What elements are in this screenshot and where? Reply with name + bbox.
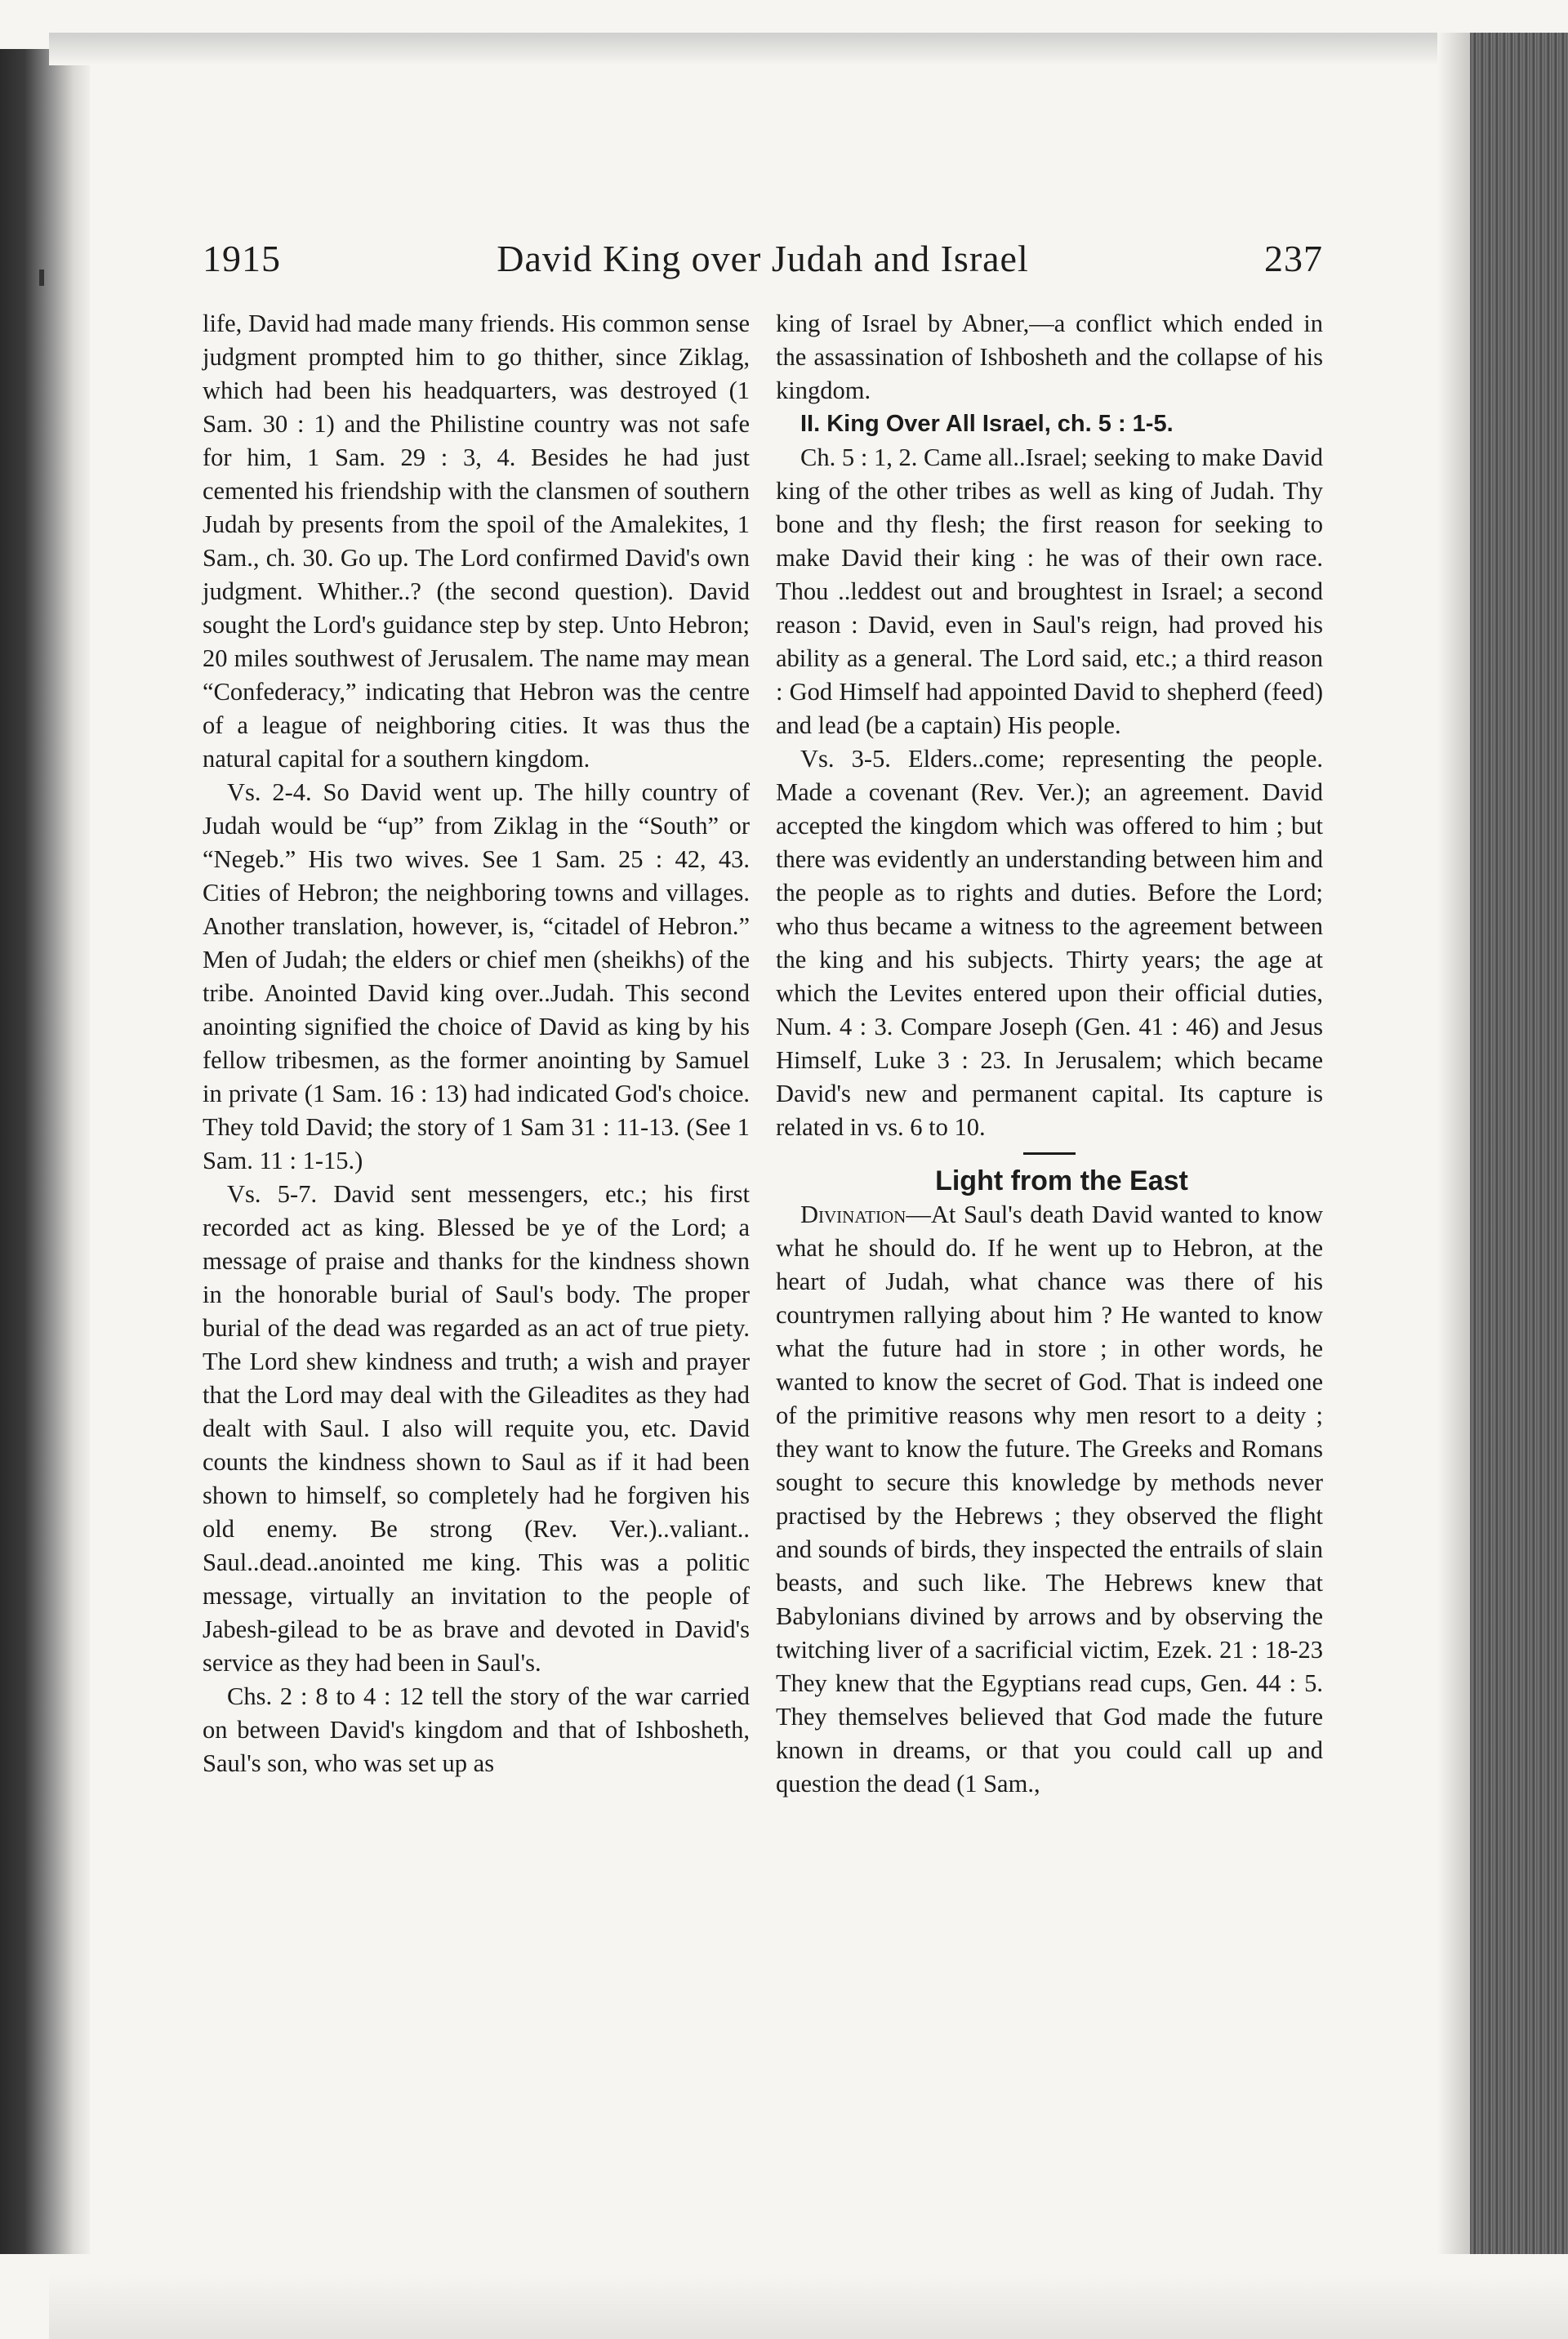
- book-page-edges: [1470, 33, 1568, 2254]
- divination-paragraph: [776, 1198, 1323, 1801]
- header-year: 1915: [203, 238, 281, 279]
- paragraph: Vs. 2-4. So David went up. The hilly country of Judah would be “up” from Ziklag in the “South” or “Negeb.” His two wives. See 1 Sam. 25 : 42, 43. Cities of Hebron; the neighboring towns and villages. Another translation, however, is, “citadel of Hebron.” Men of Judah; the elders or chief men (sheikhs) of the tribe. Anointed David king over..Judah. This second anointing signified the choice of David as king by his fellow tribesmen, as the former anointing by Samuel in private (1 Sam. 16 : 13) had indicated God's choice. They told David; the story of 1 Sam 31 : 11-13. (See 1 Sam. 11 : 1-15.): [203, 778, 750, 1174]
- page-bottom-shadow: [49, 2274, 1568, 2339]
- section-divider: [1023, 1152, 1076, 1155]
- running-head: [203, 237, 1323, 294]
- page-top-shadow: [49, 33, 1503, 65]
- divination-text: —At Saul's death David wanted to know what he should do. If he went up to Hebron, at the heart of Judah, what chance was there of his countrymen rallying about him ? He wanted to know what the future had in store ; in other words, he wanted to know the secret of God. That is indeed one of the primitive reasons why men resort to a deity ; they want to know the future. The Greeks and Romans sought to secure this knowledge by methods never practised by the Hebrews ; they observed the flight and sounds of birds, they inspected the entrails of slain beasts, and such like. The Hebrews knew that Babylonians divined by arrows and by observing the twitching liver of a sacrificial victim, Ezek. 21 : 18-23 They knew that the Egyptians read cups, Gen. 44 : 5. They themselves believed that God made the future known in dreams, or that you could call up and question the dead (1 Sam.,: [776, 1201, 1323, 1798]
- page-number: 237: [1264, 238, 1323, 279]
- paragraph: king of Israel by Abner,—a conflict which ended in the assassination of Ishbosheth and the collapse of his kingdom.: [776, 310, 1323, 404]
- header-title: David King over Judah and Israel: [497, 238, 1029, 279]
- paragraph: Chs. 2 : 8 to 4 : 12 tell the story of the war carried on between David's kingdom and that of Ishbosheth, Saul's son, who was set up as: [203, 1682, 750, 1777]
- book-page: [203, 237, 1323, 1798]
- left-column: [203, 307, 750, 1780]
- margin-mark: [39, 270, 44, 286]
- right-column: [776, 307, 1323, 1801]
- book-spine-shadow: [0, 49, 90, 2254]
- paragraph: Vs. 3-5. Elders..come; representing the people. Made a covenant (Rev. Ver.); an agreement. David accepted the kingdom which was offered to him ; but there was evidently an understanding between him and the people as to rights and duties. Before the Lord; who thus became a witness to the agreement between the king and his subjects. Thirty years; the age at which the Levites entered upon their official duties, Num. 4 : 3. Compare Joseph (Gen. 41 : 46) and Jesus Himself, Luke 3 : 23. In Jerusalem; which became David's new and permanent capital. Its capture is related in vs. 6 to 10.: [776, 745, 1323, 1141]
- paragraph: Vs. 5-7. David sent messengers, etc.; his first recorded act as king. Blessed be ye of the Lord; a message of praise and thanks for the kindness shown in the honorable burial of Saul's body. The proper burial of the dead was regarded as an act of true piety. The Lord shew kindness and truth; a wish and prayer that the Lord may deal with the Gileadites as they had dealt with Saul. I also will requite you, etc. David counts the kindness shown to Saul as if it had been shown to himself, so completely had he forgiven his old enemy. Be strong (Rev. Ver.)..valiant.. Saul..dead..anointed me king. This was a politic message, virtually an invitation to the people of Jabesh-gilead to be as brave and devoted in David's service as they had been in Saul's.: [203, 1180, 750, 1677]
- page-right-fade: [1437, 33, 1470, 2254]
- section-heading: II. King Over All Israel, ch. 5 : 1-5.: [800, 411, 1174, 437]
- divination-label: Divination: [800, 1201, 906, 1228]
- paragraph: Ch. 5 : 1, 2. Came all..Israel; seeking to make David king of the other tribes as well as king of Judah. Thy bone and thy flesh; the first reason for seeking to make David their king : he was of their own race. Thou ..leddest out and broughtest in Israel; a second reason : David, even in Saul's reign, had proved his ability as a general. The Lord said, etc.; a third reason : God Himself had appointed David to shepherd (feed) and lead (be a captain) His people.: [776, 443, 1323, 739]
- light-from-the-east-heading: Light from the East: [935, 1165, 1188, 1196]
- paragraph: life, David had made many friends. His common sense judgment prompted him to go thither, since Ziklag, which had been his headquarters, was destroyed (1 Sam. 30 : 1) and the Philistine country was not safe for him, 1 Sam. 29 : 3, 4. Besides he had just cemented his friendship with the clansmen of southern Judah by presents from the spoil of the Amalekites, 1 Sam., ch. 30. Go up. The Lord confirmed David's own judgment. Whither..? (the second question). David sought the Lord's guidance step by step. Unto Hebron; 20 miles southwest of Jerusalem. The name may mean “Confederacy,” indicating that Hebron was the centre of a league of neighboring cities. It was thus the natural capital for a southern kingdom.: [203, 310, 750, 773]
